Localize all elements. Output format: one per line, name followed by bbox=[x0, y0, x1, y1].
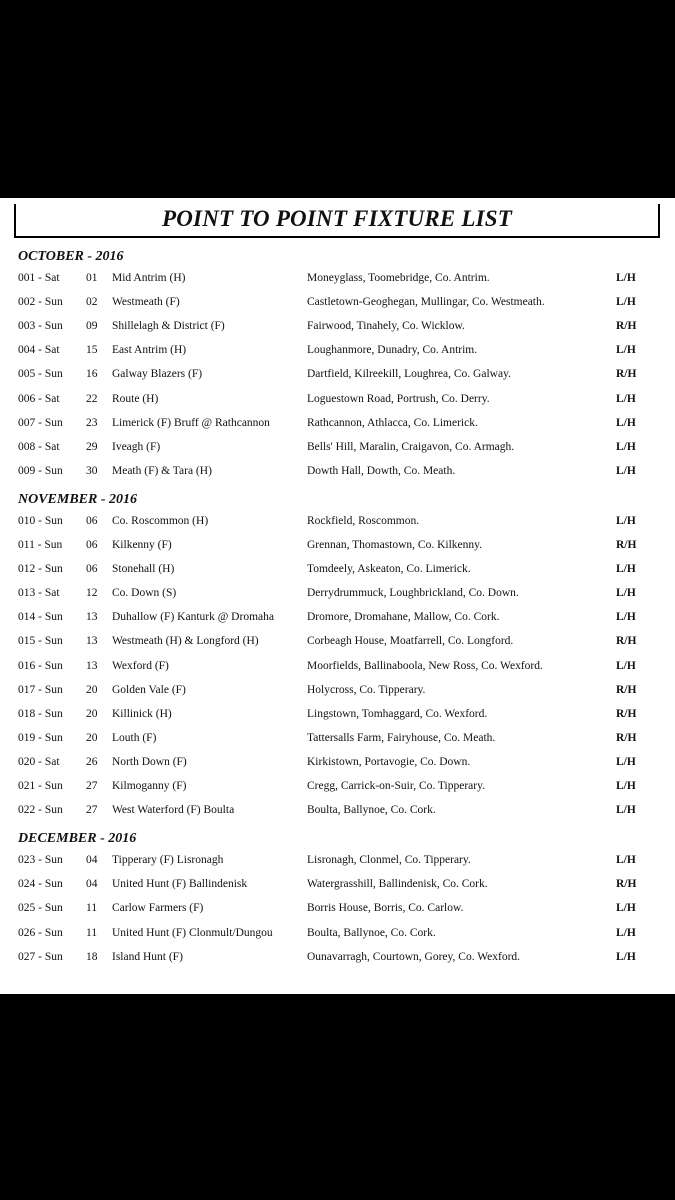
fixture-venue: Tomdeely, Askeaton, Co. Limerick. bbox=[307, 563, 471, 576]
fixture-hunt: Killinick (H) bbox=[112, 707, 172, 720]
fixture-side: R/H bbox=[616, 320, 637, 333]
fixture-date: 30 bbox=[86, 464, 98, 477]
fixture-hunt: Route (H) bbox=[112, 392, 159, 405]
fixture-venue: Watergrasshill, Ballindenisk, Co. Cork. bbox=[307, 878, 488, 891]
fixture-venue: Loguestown Road, Portrush, Co. Derry. bbox=[307, 392, 490, 405]
fixture-venue: Loughanmore, Dunadry, Co. Antrim. bbox=[307, 344, 478, 357]
fixture-date: 23 bbox=[86, 416, 98, 429]
fixture-hunt: Limerick (F) Bruff @ Rathcannon bbox=[112, 416, 270, 429]
fixture-row bbox=[0, 902, 675, 926]
fixture-side: R/H bbox=[616, 707, 637, 720]
fixture-hunt: Stonehall (H) bbox=[112, 563, 175, 576]
fixture-row bbox=[0, 611, 675, 635]
fixture-hunt: Co. Down (S) bbox=[112, 587, 177, 600]
fixture-venue: Cregg, Carrick-on-Suir, Co. Tipperary. bbox=[307, 780, 485, 792]
fixture-code: 001 - Sat bbox=[18, 272, 60, 284]
fixture-side: L/H bbox=[616, 587, 636, 600]
fixture-hunt: East Antrim (H) bbox=[112, 344, 187, 357]
fixture-venue: Moneyglass, Toomebridge, Co. Antrim. bbox=[307, 272, 490, 284]
fixture-date: 18 bbox=[86, 950, 98, 963]
fixture-side: L/H bbox=[616, 344, 636, 357]
fixture-venue: Castletown-Geoghegan, Mullingar, Co. Westmeath. bbox=[307, 296, 545, 309]
fixture-row bbox=[0, 951, 675, 975]
month-heading: OCTOBER - 2016 bbox=[18, 249, 124, 264]
fixture-date: 13 bbox=[86, 635, 98, 648]
fixture-code: 019 - Sun bbox=[18, 731, 63, 744]
fixture-code: 013 - Sat bbox=[18, 587, 60, 600]
fixture-date: 12 bbox=[86, 587, 98, 600]
fixture-side: L/H bbox=[616, 755, 636, 768]
fixture-date: 22 bbox=[86, 392, 98, 405]
fixture-row bbox=[0, 684, 675, 708]
fixture-code: 015 - Sun bbox=[18, 635, 63, 648]
fixture-date: 15 bbox=[86, 344, 98, 357]
fixture-hunt: Wexford (F) bbox=[112, 659, 169, 672]
fixture-side: L/H bbox=[616, 514, 636, 527]
fixture-row bbox=[0, 587, 675, 611]
fixture-side: L/H bbox=[616, 950, 636, 963]
fixture-date: 26 bbox=[86, 755, 98, 768]
fixture-date: 11 bbox=[86, 902, 98, 915]
fixture-code: 020 - Sat bbox=[18, 755, 60, 768]
fixture-row bbox=[0, 660, 675, 684]
fixture-code: 004 - Sat bbox=[18, 344, 60, 357]
fixture-venue: Lingstown, Tomhaggard, Co. Wexford. bbox=[307, 707, 488, 720]
fixture-date: 27 bbox=[86, 804, 98, 817]
fixture-hunt: Westmeath (H) & Longford (H) bbox=[112, 635, 259, 648]
fixture-venue: Boulta, Ballynoe, Co. Cork. bbox=[307, 926, 436, 939]
fixture-date: 01 bbox=[86, 272, 98, 284]
fixture-row bbox=[0, 635, 675, 659]
fixture-side: L/H bbox=[616, 780, 636, 792]
fixture-venue: Rockfield, Roscommon. bbox=[307, 514, 420, 527]
fixture-venue: Rathcannon, Athlacca, Co. Limerick. bbox=[307, 416, 478, 429]
fixture-hunt: Westmeath (F) bbox=[112, 296, 180, 309]
fixture-date: 02 bbox=[86, 296, 98, 309]
fixture-venue: Borris House, Borris, Co. Carlow. bbox=[307, 902, 464, 915]
fixture-code: 022 - Sun bbox=[18, 804, 63, 817]
fixture-row bbox=[0, 708, 675, 732]
fixture-code: 010 - Sun bbox=[18, 514, 63, 527]
fixture-hunt: Iveagh (F) bbox=[112, 440, 161, 453]
fixture-side: L/H bbox=[616, 926, 636, 939]
fixture-date: 06 bbox=[86, 514, 98, 527]
fixture-venue: Dowth Hall, Dowth, Co. Meath. bbox=[307, 464, 456, 477]
fixture-hunt: Carlow Farmers (F) bbox=[112, 902, 204, 915]
fixture-row bbox=[0, 539, 675, 563]
fixture-date: 20 bbox=[86, 707, 98, 720]
fixture-code: 024 - Sun bbox=[18, 878, 63, 891]
fixture-date: 13 bbox=[86, 659, 98, 672]
fixture-hunt: Island Hunt (F) bbox=[112, 950, 183, 963]
fixture-hunt: United Hunt (F) Ballindenisk bbox=[112, 878, 248, 891]
fixture-code: 012 - Sun bbox=[18, 563, 63, 576]
fixture-code: 023 - Sun bbox=[18, 854, 63, 867]
fixture-code: 007 - Sun bbox=[18, 416, 63, 429]
fixture-side: L/H bbox=[616, 392, 636, 405]
fixture-date: 27 bbox=[86, 780, 98, 792]
fixture-hunt: Louth (F) bbox=[112, 731, 157, 744]
fixture-row bbox=[0, 368, 675, 392]
fixture-side: R/H bbox=[616, 635, 637, 648]
fixture-venue: Kirkistown, Portavogie, Co. Down. bbox=[307, 755, 471, 768]
fixture-code: 014 - Sun bbox=[18, 611, 63, 624]
fixture-row bbox=[0, 854, 675, 878]
fixture-side: L/H bbox=[616, 563, 636, 576]
fixture-row bbox=[0, 780, 675, 804]
fixture-code: 002 - Sun bbox=[18, 296, 63, 309]
fixture-side: R/H bbox=[616, 731, 637, 744]
fixture-venue: Derrydrummuck, Loughbrickland, Co. Down. bbox=[307, 587, 519, 600]
fixture-code: 017 - Sun bbox=[18, 683, 63, 696]
fixture-code: 009 - Sun bbox=[18, 464, 63, 477]
fixture-hunt: Golden Vale (F) bbox=[112, 683, 186, 696]
fixture-side: R/H bbox=[616, 878, 637, 891]
fixture-hunt: Shillelagh & District (F) bbox=[112, 320, 225, 333]
fixture-row bbox=[0, 878, 675, 902]
fixture-row bbox=[0, 344, 675, 368]
fixture-row bbox=[0, 417, 675, 441]
fixture-side: L/H bbox=[616, 854, 636, 867]
fixture-hunt: Tipperary (F) Lisronagh bbox=[112, 854, 224, 867]
fixture-side: L/H bbox=[616, 272, 636, 284]
fixture-date: 04 bbox=[86, 878, 98, 891]
fixture-side: L/H bbox=[616, 611, 636, 624]
month-heading: NOVEMBER - 2016 bbox=[18, 491, 138, 507]
fixture-code: 008 - Sat bbox=[18, 440, 60, 453]
fixture-date: 06 bbox=[86, 539, 98, 551]
fixture-row bbox=[0, 393, 675, 417]
fixture-venue: Tattersalls Farm, Fairyhouse, Co. Meath. bbox=[307, 731, 496, 744]
fixture-code: 005 - Sun bbox=[18, 368, 63, 381]
fixture-row bbox=[0, 732, 675, 756]
fixture-hunt: United Hunt (F) Clonmult/Dungou bbox=[112, 926, 273, 939]
fixture-row bbox=[0, 515, 675, 539]
fixture-hunt: West Waterford (F) Boulta bbox=[112, 804, 235, 817]
fixture-hunt: Meath (F) & Tara (H) bbox=[112, 464, 212, 477]
fixture-venue: Dartfield, Kilreekill, Loughrea, Co. Galway. bbox=[307, 368, 511, 381]
fixture-row bbox=[0, 563, 675, 587]
fixture-side: L/H bbox=[616, 440, 636, 453]
fixture-document bbox=[0, 198, 675, 994]
fixture-row bbox=[0, 272, 675, 296]
fixture-side: L/H bbox=[616, 464, 636, 477]
fixture-code: 026 - Sun bbox=[18, 926, 63, 939]
fixture-date: 09 bbox=[86, 320, 98, 333]
fixture-venue: Bells' Hill, Maralin, Craigavon, Co. Armagh. bbox=[307, 440, 515, 453]
fixture-side: L/H bbox=[616, 416, 636, 429]
fixture-date: 04 bbox=[86, 854, 98, 867]
fixture-date: 11 bbox=[86, 926, 98, 939]
fixture-venue: Dromore, Dromahane, Mallow, Co. Cork. bbox=[307, 611, 500, 624]
fixture-date: 20 bbox=[86, 731, 98, 744]
fixture-venue: Corbeagh House, Moatfarrell, Co. Longford. bbox=[307, 635, 514, 648]
fixture-hunt: Co. Roscommon (H) bbox=[112, 514, 209, 527]
fixture-venue: Boulta, Ballynoe, Co. Cork. bbox=[307, 804, 436, 817]
fixture-side: R/H bbox=[616, 683, 637, 696]
fixture-code: 018 - Sun bbox=[18, 707, 63, 720]
fixture-code: 011 - Sun bbox=[18, 539, 63, 551]
fixture-code: 021 - Sun bbox=[18, 780, 63, 792]
fixture-date: 13 bbox=[86, 611, 98, 624]
fixture-venue: Moorfields, Ballinaboola, New Ross, Co. Wexford. bbox=[307, 659, 543, 672]
fixture-side: L/H bbox=[616, 902, 636, 915]
fixture-venue: Grennan, Thomastown, Co. Kilkenny. bbox=[307, 539, 483, 551]
fixture-venue: Fairwood, Tinahely, Co. Wicklow. bbox=[307, 320, 465, 333]
fixture-date: 20 bbox=[86, 683, 98, 696]
fixture-venue: Holycross, Co. Tipperary. bbox=[307, 683, 426, 696]
fixture-date: 16 bbox=[86, 368, 98, 381]
fixture-hunt: Mid Antrim (H) bbox=[112, 272, 186, 284]
fixture-hunt: Duhallow (F) Kanturk @ Dromaha bbox=[112, 611, 274, 624]
fixture-hunt: Kilmoganny (F) bbox=[112, 780, 187, 792]
fixture-row bbox=[0, 441, 675, 465]
fixture-row bbox=[0, 804, 675, 828]
month-heading: DECEMBER - 2016 bbox=[18, 831, 137, 847]
page-title: POINT TO POINT FIXTURE LIST bbox=[162, 206, 512, 231]
fixture-row bbox=[0, 465, 675, 489]
fixture-side: R/H bbox=[616, 368, 637, 381]
fixture-code: 016 - Sun bbox=[18, 659, 63, 672]
fixture-code: 006 - Sat bbox=[18, 392, 60, 405]
fixture-code: 027 - Sun bbox=[18, 950, 63, 963]
fixture-hunt: North Down (F) bbox=[112, 755, 187, 768]
fixture-row bbox=[0, 927, 675, 951]
fixture-code: 003 - Sun bbox=[18, 320, 63, 333]
fixture-date: 29 bbox=[86, 440, 98, 453]
fixture-side: R/H bbox=[616, 539, 637, 551]
fixture-row bbox=[0, 320, 675, 344]
fixture-hunt: Kilkenny (F) bbox=[112, 539, 172, 551]
fixture-venue: Lisronagh, Clonmel, Co. Tipperary. bbox=[307, 854, 471, 867]
fixture-date: 06 bbox=[86, 563, 98, 576]
fixture-side: L/H bbox=[616, 804, 636, 817]
fixture-hunt: Galway Blazers (F) bbox=[112, 368, 203, 381]
fixture-row bbox=[0, 296, 675, 320]
fixture-side: L/H bbox=[616, 296, 636, 309]
fixture-venue: Ounavarragh, Courtown, Gorey, Co. Wexford. bbox=[307, 950, 521, 963]
title-box bbox=[14, 204, 660, 238]
fixture-side: L/H bbox=[616, 659, 636, 672]
fixture-code: 025 - Sun bbox=[18, 902, 63, 915]
fixture-row bbox=[0, 756, 675, 780]
